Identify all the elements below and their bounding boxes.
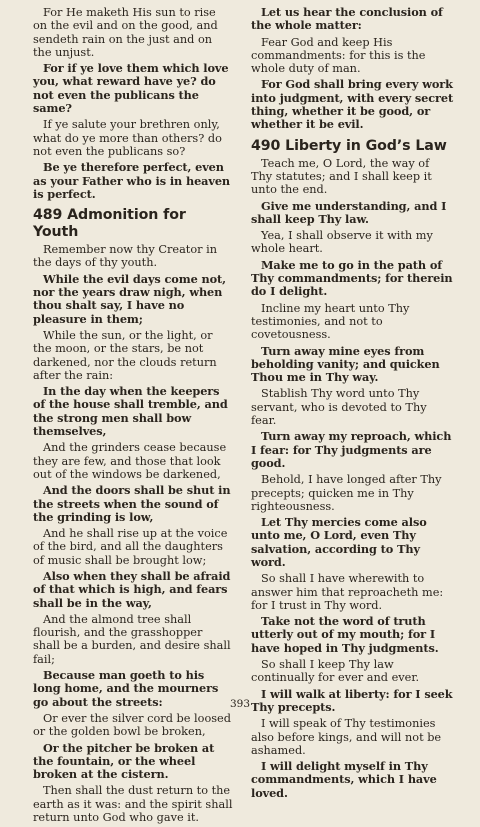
leader-verse: Then shall the dust return to the earth as it was: and the spirit shall return unto God who gave it. bbox=[33, 784, 233, 825]
leader-verse: For He maketh His sun to rise on the evil and on the good, and sendeth rain on the just and on the unjust. bbox=[33, 6, 218, 59]
congregation-verse: Also when they shall be afraid of that which is high, and fears shall be in the way, bbox=[33, 568, 231, 610]
leader-verse: Yea, I shall observe it with my whole heart. bbox=[251, 229, 433, 256]
leader-verse: I will speak of Thy testimonies also before kings, and will not be ashamed. bbox=[251, 717, 442, 757]
leader-verse: Incline my heart unto Thy testimonies, and not to covetousness. bbox=[251, 301, 410, 342]
congregation-verse: Or the pitcher be broken at the fountain, or the wheel broken at the cistern. bbox=[33, 740, 215, 782]
congregation-verse: Turn away mine eyes from beholding vanity; and quicken Thou me in Thy way. bbox=[251, 343, 440, 385]
leader-verse: And he shall rise up at the voice of the bird, and all the daughters of music shall be brought low; bbox=[33, 527, 228, 567]
congregation-verse: Because man goeth to his long home, and the mourners go about the streets: bbox=[33, 668, 219, 709]
leader-verse: Or ever the silver cord be loosed or the golden bowl be broken, bbox=[33, 711, 231, 739]
leader-verse: While the sun, or the light, or the moon, or the stars, be not darkened, nor the clouds return after the rain: bbox=[33, 328, 217, 382]
leader-verse: Teach me, O Lord, the way of Thy statutes; and I shall keep it unto the end. bbox=[251, 156, 432, 197]
right-column bbox=[251, 6, 454, 803]
reading-heading: 489 Admonition for Youth bbox=[33, 207, 186, 241]
congregation-verse: In the day when the keepers of the house shall tremble, and the strong men shall bow themselves, bbox=[33, 384, 228, 439]
page-number: 393 bbox=[229, 698, 251, 710]
congregation-verse: Turn away my reproach, which I fear: for Thy judgments are good. bbox=[251, 429, 452, 470]
leader-verse: Remember now thy Creator in the days of thy youth. bbox=[33, 243, 218, 270]
congregation-verse: And the doors shall be shut in the streets when the sound of the grinding is low, bbox=[33, 483, 231, 524]
leader-verse: So shall I have wherewith to answer him that reproacheth me: for I trust in Thy word. bbox=[251, 572, 444, 612]
leader-verse: And the grinders cease because they are few, and those that look out of the windows be darkened, bbox=[33, 441, 227, 481]
congregation-verse: For God shall bring every work into judgment, with every secret thing, whether it be good, or whether it be evil. bbox=[251, 77, 454, 132]
leader-verse: Stablish Thy word unto Thy servant, who is devoted to Thy fear. bbox=[251, 387, 427, 428]
congregation-verse: Make me to go in the path of Thy commandments; for therein do I delight. bbox=[251, 257, 453, 299]
leader-verse: Behold, I have longed after Thy precepts; quicken me in Thy righteousness. bbox=[251, 473, 442, 513]
congregation-verse: I will walk at liberty: for I seek Thy precepts. bbox=[251, 686, 453, 714]
congregation-verse: Let Thy mercies come also unto me, O Lord, even Thy salvation, according to Thy word. bbox=[251, 515, 427, 569]
congregation-verse: While the evil days come not, nor the years draw nigh, when thou shalt say, I have no pleasure in them; bbox=[33, 271, 226, 326]
leader-verse: And the almond tree shall flourish, and the grasshopper shall be a burden, and desire shall fail; bbox=[33, 612, 231, 666]
congregation-verse: Give me understanding, and I shall keep Thy law. bbox=[251, 198, 447, 226]
leader-verse: Fear God and keep His commandments: for this is the whole duty of man. bbox=[251, 35, 426, 76]
congregation-verse: Let us hear the conclusion of the whole matter: bbox=[251, 5, 443, 33]
leader-verse: So shall I keep Thy law continually for ever and ever. bbox=[251, 658, 420, 685]
congregation-verse: I will delight myself in Thy commandments, which I have loved. bbox=[251, 759, 437, 800]
leader-verse: If ye salute your brethren only, what do ye more than others? do not even the publicans so? bbox=[33, 118, 222, 158]
congregation-verse: Be ye therefore perfect, even as your Father who is in heaven is perfect. bbox=[33, 160, 231, 201]
reading-heading: 490 Liberty in God’s Law bbox=[251, 137, 447, 154]
congregation-verse: Take not the word of truth utterly out of my mouth; for I have hoped in Thy judgments. bbox=[251, 614, 439, 655]
congregation-verse: For if ye love them which love you, what reward have ye? do not even the publicans the same? bbox=[33, 61, 229, 116]
